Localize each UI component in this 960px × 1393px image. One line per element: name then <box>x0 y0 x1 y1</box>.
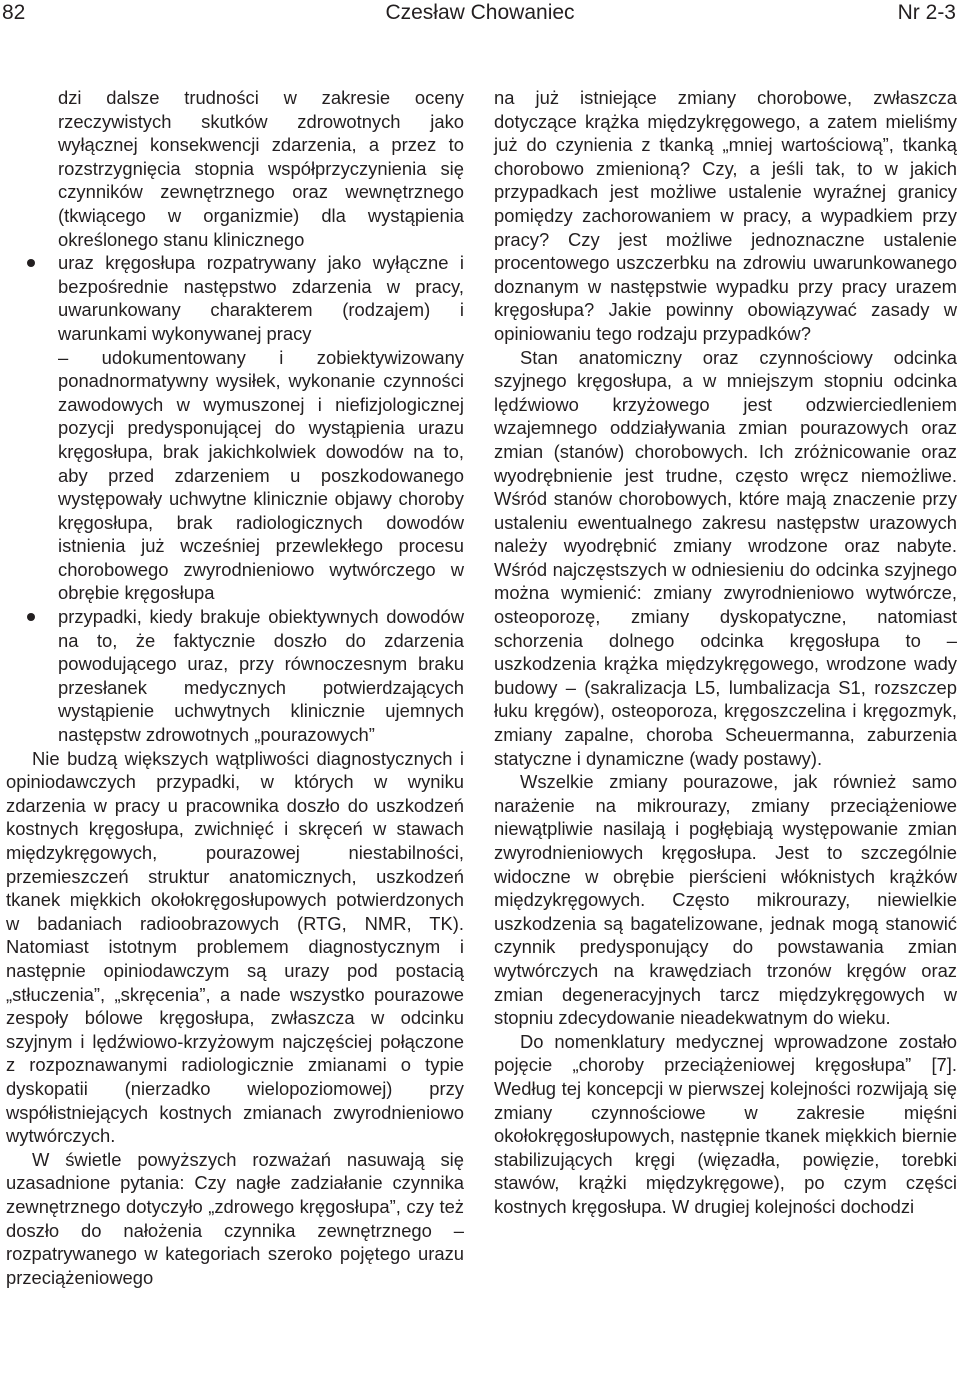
running-head-author: Czesław Chowaniec <box>385 1 575 24</box>
bullet-list <box>6 86 464 747</box>
bullet-icon <box>27 613 35 621</box>
issue-number: Nr 2-3 <box>897 1 956 24</box>
page-header <box>0 0 960 30</box>
body-paragraph: Stan anatomiczny oraz czynnościowy odcinka szyjnego kręgosłupa, a w mniejszym stopniu odcinka lędźwiowo krzyżowego jest odzwierciedleniem wzajemnego oddziaływania zmian pourazowych oraz zmian (stanów) chorobowych. Ich zróżnicowanie oraz wyodrębnienie jest trudne, często wręcz niemożliwe. Wśród stanów chorobowych, które mają znaczenie przy ustaleniu ewentualnego zakresu następstw urazowych należy wyodrębnić zmiany wrodzone oraz nabyte. Wśród najczęstszych w odniesieniu do odcinka szyjnego można wymienić: zmiany zwyrodnieniowo wytwórcze, osteoporozę, zmiany dyskopatyczne, natomiast schorzenia dolnego odcinka kręgosłupa to – uszkodzenia krążka międzykręgowego, wrodzone wady budowy – (sakralizacja L5, lumbalizacja S1, rozszczep łuku kręgów), osteoporoza, kręgoszczelina i kręgozmyk, zmiany zapalne, choroba Scheuermanna, zaburzenia statyczne i dynamiczne (wady postawy). <box>494 346 957 769</box>
body-paragraph: na już istniejące zmiany chorobowe, zwłaszcza dotyczące krążka międzykręgowego, a zatem mieliśmy już do czynienia z tkanką „mniej wartościową”, tkanką chorobowo zmienioną? Czy, a jeśli tak, to w jakich przypadkach jest możliwe ustalenie wyraźnej granicy pomiędzy zachorowaniem w pracy, a wypadkiem przy pracy? Czy jest możliwe jednoznaczne ustalenie procentowego uszczerbku na zdrowiu uwarunkowanego doznanym w następstwie wypadku przy pracy urazem kręgosłupa? Jakie powinny obowiązywać zasady w opiniowaniu tego rodzaju przypadków? <box>494 87 957 344</box>
list-subitem-text: – udokumentowany i zobiektywizowany ponadnormatywny wysiłek, wykonanie czynności zawodowych w wymuszonej i niefizjologicznej pozycji predysponującej do wystąpienia urazu kręgosłupa, brak jakichkolwiek dowodów na to, aby przed zdarzeniem u poszkodowanego występowały uchwytne klinicznie objawy choroby kręgosłupa, brak radiologicznych dowodów istnienia już wcześniej przewlekłego procesu chorobowego zwyrodnieniowo wytwórczego w obrębie kręgosłupa <box>58 346 464 604</box>
left-column <box>6 86 464 1289</box>
list-item <box>58 605 464 747</box>
body-paragraph: Nie budzą większych wątpliwości diagnostycznych i opiniodawczych przypadki, w których w wyniku zdarzenia w pracy u pracownika doszło do uszkodzeń kostnych kręgosłupa, zwichnięć i skręceń w stawach międzykręgowych, pourazowej niestabilności, przemieszczeń struktur anatomicznych, uszkodzeń tkanek miękkich okołokręgosłupowych potwierdzonych w badaniach radioobrazowych (RTG, NMR, TK). Natomiast istotnym problemem diagnostycznym i następnie opiniodawczym są urazy pod postacią „stłuczenia”, „skręcenia”, a nade wszystko pourazowe zespoły bólowe kręgosłupa, zwłaszcza w odcinku szyjnym i lędźwiowo-krzyżowym najczęściej połączone z rozpoznawanymi radiologicznie zmianami o typie dyskopatii (nierzadko wielopoziomowej) przy współistniejących kostnych zmianach zwyrodnieniowo wytwórczych. <box>6 747 464 1147</box>
body-paragraph: Do nomenklatury medycznej wprowadzone zostało pojęcie „choroby przeciążeniowej kręgosłupa” [7]. Według tej koncepcji w pierwszej kolejności rozwijają się zmiany czynnościowe w zakresie mięśni okołokręgosłupowych, następnie tkanek miękkich biernie stabilizujących kręgi (więzadła, powięzie, torebki stawów, krążki międzykręgowe), po czym części kostnych kręgosłupa. W drugiej kolejności dochodzi <box>494 1030 957 1217</box>
body-paragraph: Wszelkie zmiany pourazowe, jak również samo narażenie na mikrourazy, zmiany przeciążeniowe niewątpliwie nasilają i pogłębiają występowanie zmian zwyrodnieniowych kręgosłupa. Jest to szczególnie widoczne w obrębie pierścieni włóknistych krążków międzykręgowych. Często mikrourazy, niewielkie uszkodzenia są bagatelizowane, jednak mogą stanowić czynnik predysponujący do powstawania zmian wytwórczych na krawędziach trzonów kręgów oraz zmian degeneracyjnych tarcz międzykręgowych w stopniu zdecydowanie nieadekwatnym do wieku. <box>494 771 957 1029</box>
right-column <box>494 86 957 1219</box>
list-intro-text: dzi dalsze trudności w zakresie oceny rzeczywistych skutków zdrowotnych jako wyłącznej konsekwencji zdarzenia, a przez to rozstrzygnięcia stopnia współprzyczynienia się czynników zewnętrznego oraz wewnętrznego (tkwiącego w organizmie) dla wystąpienia określonego stanu klinicznego <box>58 87 464 250</box>
bullet-icon <box>27 259 35 267</box>
page-number: 82 <box>2 1 26 24</box>
list-item-text: przypadki, kiedy brakuje obiektywnych dowodów na to, że faktycznie doszło do zdarzenia powodującego uraz, przy równoczesnym braku przesłanek medycznych potwierdzających wystąpienie uchwytnych klinicznie ujemnych następstw zdrowotnych „pourazowych” <box>58 606 464 746</box>
list-item-text: uraz kręgosłupa rozpatrywany jako wyłączne i bezpośrednie następstwo zdarzenia w pracy, uwarunkowany charakterem (rodzajem) i warunkami wykonywanej pracy <box>58 252 464 344</box>
body-paragraph: W świetle powyższych rozważań nasuwają się uzasadnione pytania: Czy nagłe zadziałanie czynnika zewnętrznego dotyczyło „zdrowego kręgosłupa”, czy też doszło do nałożenia czynnika zewnętrznego – rozpatrywanego w kategoriach szeroko pojętego urazu przeciążeniowego <box>6 1148 464 1288</box>
list-item <box>58 251 464 605</box>
